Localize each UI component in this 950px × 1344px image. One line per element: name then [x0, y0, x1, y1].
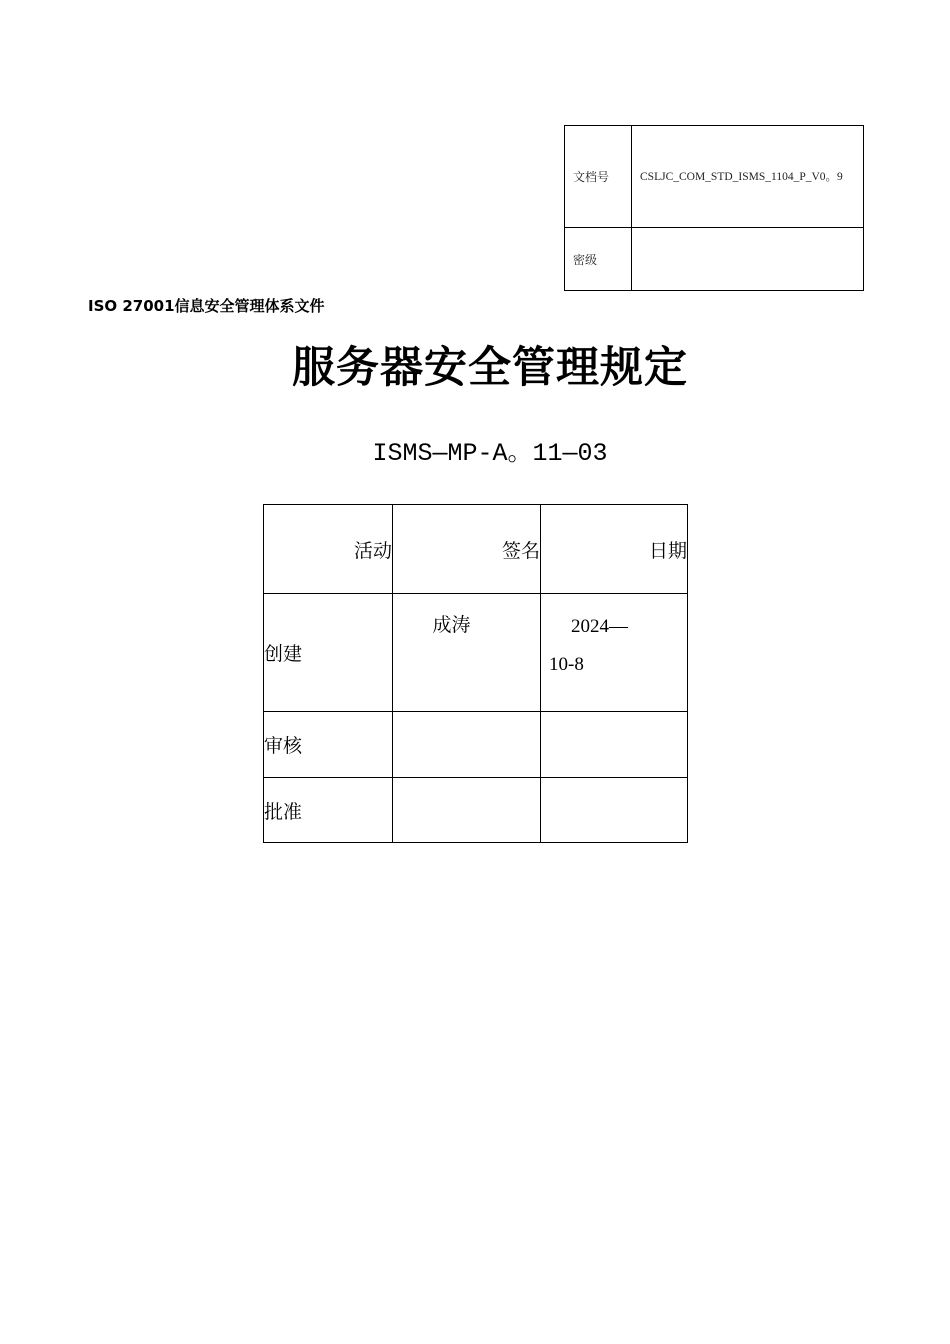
activity-cell: 审核	[264, 712, 393, 778]
signature-cell	[393, 712, 541, 778]
table-row	[264, 712, 688, 778]
doc-number-label: 文档号	[565, 126, 632, 228]
approval-table-header	[264, 505, 688, 594]
approval-table	[263, 504, 688, 843]
document-info-table	[564, 125, 864, 291]
table-row	[264, 594, 688, 712]
date-cell	[541, 712, 688, 778]
doc-number-row	[565, 126, 864, 228]
table-row	[264, 778, 688, 843]
date-cell	[541, 594, 688, 712]
security-level-label: 密级	[565, 228, 632, 291]
date-line-2: 10-8	[549, 654, 584, 675]
date-line-1: 2024—	[571, 616, 628, 637]
security-level-value	[632, 228, 864, 291]
signature-cell	[393, 778, 541, 843]
doc-number-value: CSLJC_COM_STD_ISMS_1104_P_V0。9	[640, 170, 843, 183]
header-signature: 签名	[393, 505, 541, 594]
header-activity: 活动	[264, 505, 393, 594]
date-cell	[541, 778, 688, 843]
document-title: 服务器安全管理规定	[292, 343, 688, 393]
doc-number-value-cell	[632, 126, 864, 228]
security-level-row	[565, 228, 864, 291]
signature-cell: 成涛	[393, 594, 541, 712]
system-name: ISO 27001信息安全管理体系文件	[88, 297, 325, 315]
document-code: ISMS—MP-A。11—03	[372, 439, 608, 468]
activity-cell: 创建	[264, 594, 393, 712]
header-date: 日期	[541, 505, 688, 594]
activity-cell: 批准	[264, 778, 393, 843]
